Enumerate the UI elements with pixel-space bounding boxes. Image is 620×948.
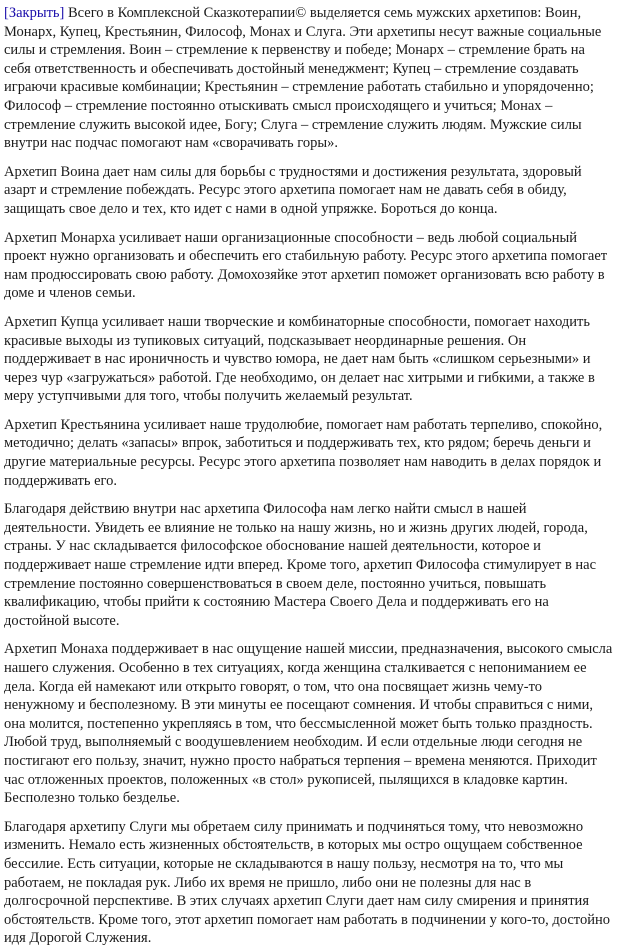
paragraph-intro (4, 4, 614, 153)
paragraph-servant: Благодаря архетипу Слуги мы обретаем силу принимать и подчиняться тому, что невозможно изменить. Немало есть жизненных обстоятельств, в которых мы остро ощущаем собственное бессилие. Есть ситуации, которые не складываются в нашу пользу, несмотря на то, что мы работаем, не покладая рук. Либо их время не пришло, либо они не полезны для нас в долгосрочной перспективе. В этих случаях архетип Слуги дает нам силу смирения и принятия обстоятельств. Кроме того, этот архетип помогает нам работать в подчинении у кого-то, достойно идя Дорогой Служения. (4, 818, 610, 947)
paragraph-philosopher: Благодаря действию внутри нас архетипа Философа нам легко найти смысл в нашей деятельности. Увидеть ее влияние не только на нашу жизнь, но и жизнь других людей, города, страны. У нас складывается философское обоснование нашей деятельности, которое и поддерживает наше стремление идти вперед. Кроме того, архетип Философа стимулирует в нас стремление постоянно совершенствоваться в своем деле, постоянно учиться, повышать квалификацию, чтобы прийти к состоянию Мастера Своего Дела и поддерживать его на достойной высоте. (4, 501, 597, 629)
paragraph-merchant: Архетип Купца усиливает наши творческие и комбинаторные способности, помогает находить красивые выходы из тупиковых ситуаций, подсказывает неординарные решения. Он поддерживает в нас ироничность и чувство юмора, не дает нам быть «слишком серьезными» и через чур «загружаться» работой. Где необходимо, он делает нас хитрыми и гибкими, а также в меру уступчивыми для того, чтобы получить желаемый результат. (4, 313, 595, 405)
paragraph-peasant: Архетип Крестьянина усиливает наше трудолюбие, помогает нам работать терпеливо, спокойно, методично; делать «запасы» впрок, заботиться и поддерживать тех, кто рядом; беречь деньги и другие материальные ресурсы. Ресурс этого архетипа позволяет нам наводить в делах порядок и поддерживать его. (4, 416, 603, 489)
paragraph-monk: Архетип Монаха поддерживает в нас ощущение нашей миссии, предназначения, высокого смысла нашего служения. Особенно в тех ситуациях, когда женщина сталкивается с непониманием ее дела. Когда ей намекают или открыто говорят, о том, что она посвящает жизнь чему-то ненужному и бесполезному. В эти минуты ее посещают сомнения. И чтобы справиться с ними, она молится, постепенно укрепляясь в том, что бессмысленной может быть только праздность. Любой труд, выполняемый с воодушевлением необходим. И если отдельные люди сегодня не постигают его пользу, значит, нужно просто набраться терпения – времена меняются. Приходит час отложенных проектов, положенных «в стол» рукописей, пылящихся в кладовке картин. Бесполезно только безделье. (4, 641, 613, 807)
paragraph-warrior: Архетип Воина дает нам силы для борьбы с трудностями и достижения результата, здоровый азарт и стремление побеждать. Ресурс этого архетипа помогает нам не давать себя в обиду, защищать свое дело и тех, кто идет с нами в одной упряжке. Бороться до конца. (4, 163, 582, 217)
close-link[interactable]: [Закрыть] (4, 5, 65, 21)
paragraph-intro-text: Всего в Комплексной Сказкотерапии© выделяется семь мужских архетипов: Воин, Монарх, Купец, Крестьянин, Философ, Монах и Слуга. Эти архетипы несут важные социальные силы и стремления. Воин – стремление к первенству и победе; Монарх – стремление брать на себя ответственность и обеспечивать достойный менеджмент; Купец – стремление создавать играючи красивые комбинации; Крестьянин – стремление работать стабильно и упорядоченно; Философ – стремление постоянно отыскивать смысл происходящего и учиться; Монах – стремление служить высокой идее, Богу; Слуга – стремление служить людям. Мужские силы внутри нас подчас помогают нам «сворачивать горы». (4, 5, 602, 152)
paragraph-monarch: Архетип Монарха усиливает наши организационные способности – ведь любой социальный проект нужно организовать и обеспечить его стабильную работу. Ресурс этого архетипа помогает нам продюссировать свою работу. Домохозяйке этот архетип поможет организовать всю работу в доме и членов семьи. (4, 229, 608, 302)
